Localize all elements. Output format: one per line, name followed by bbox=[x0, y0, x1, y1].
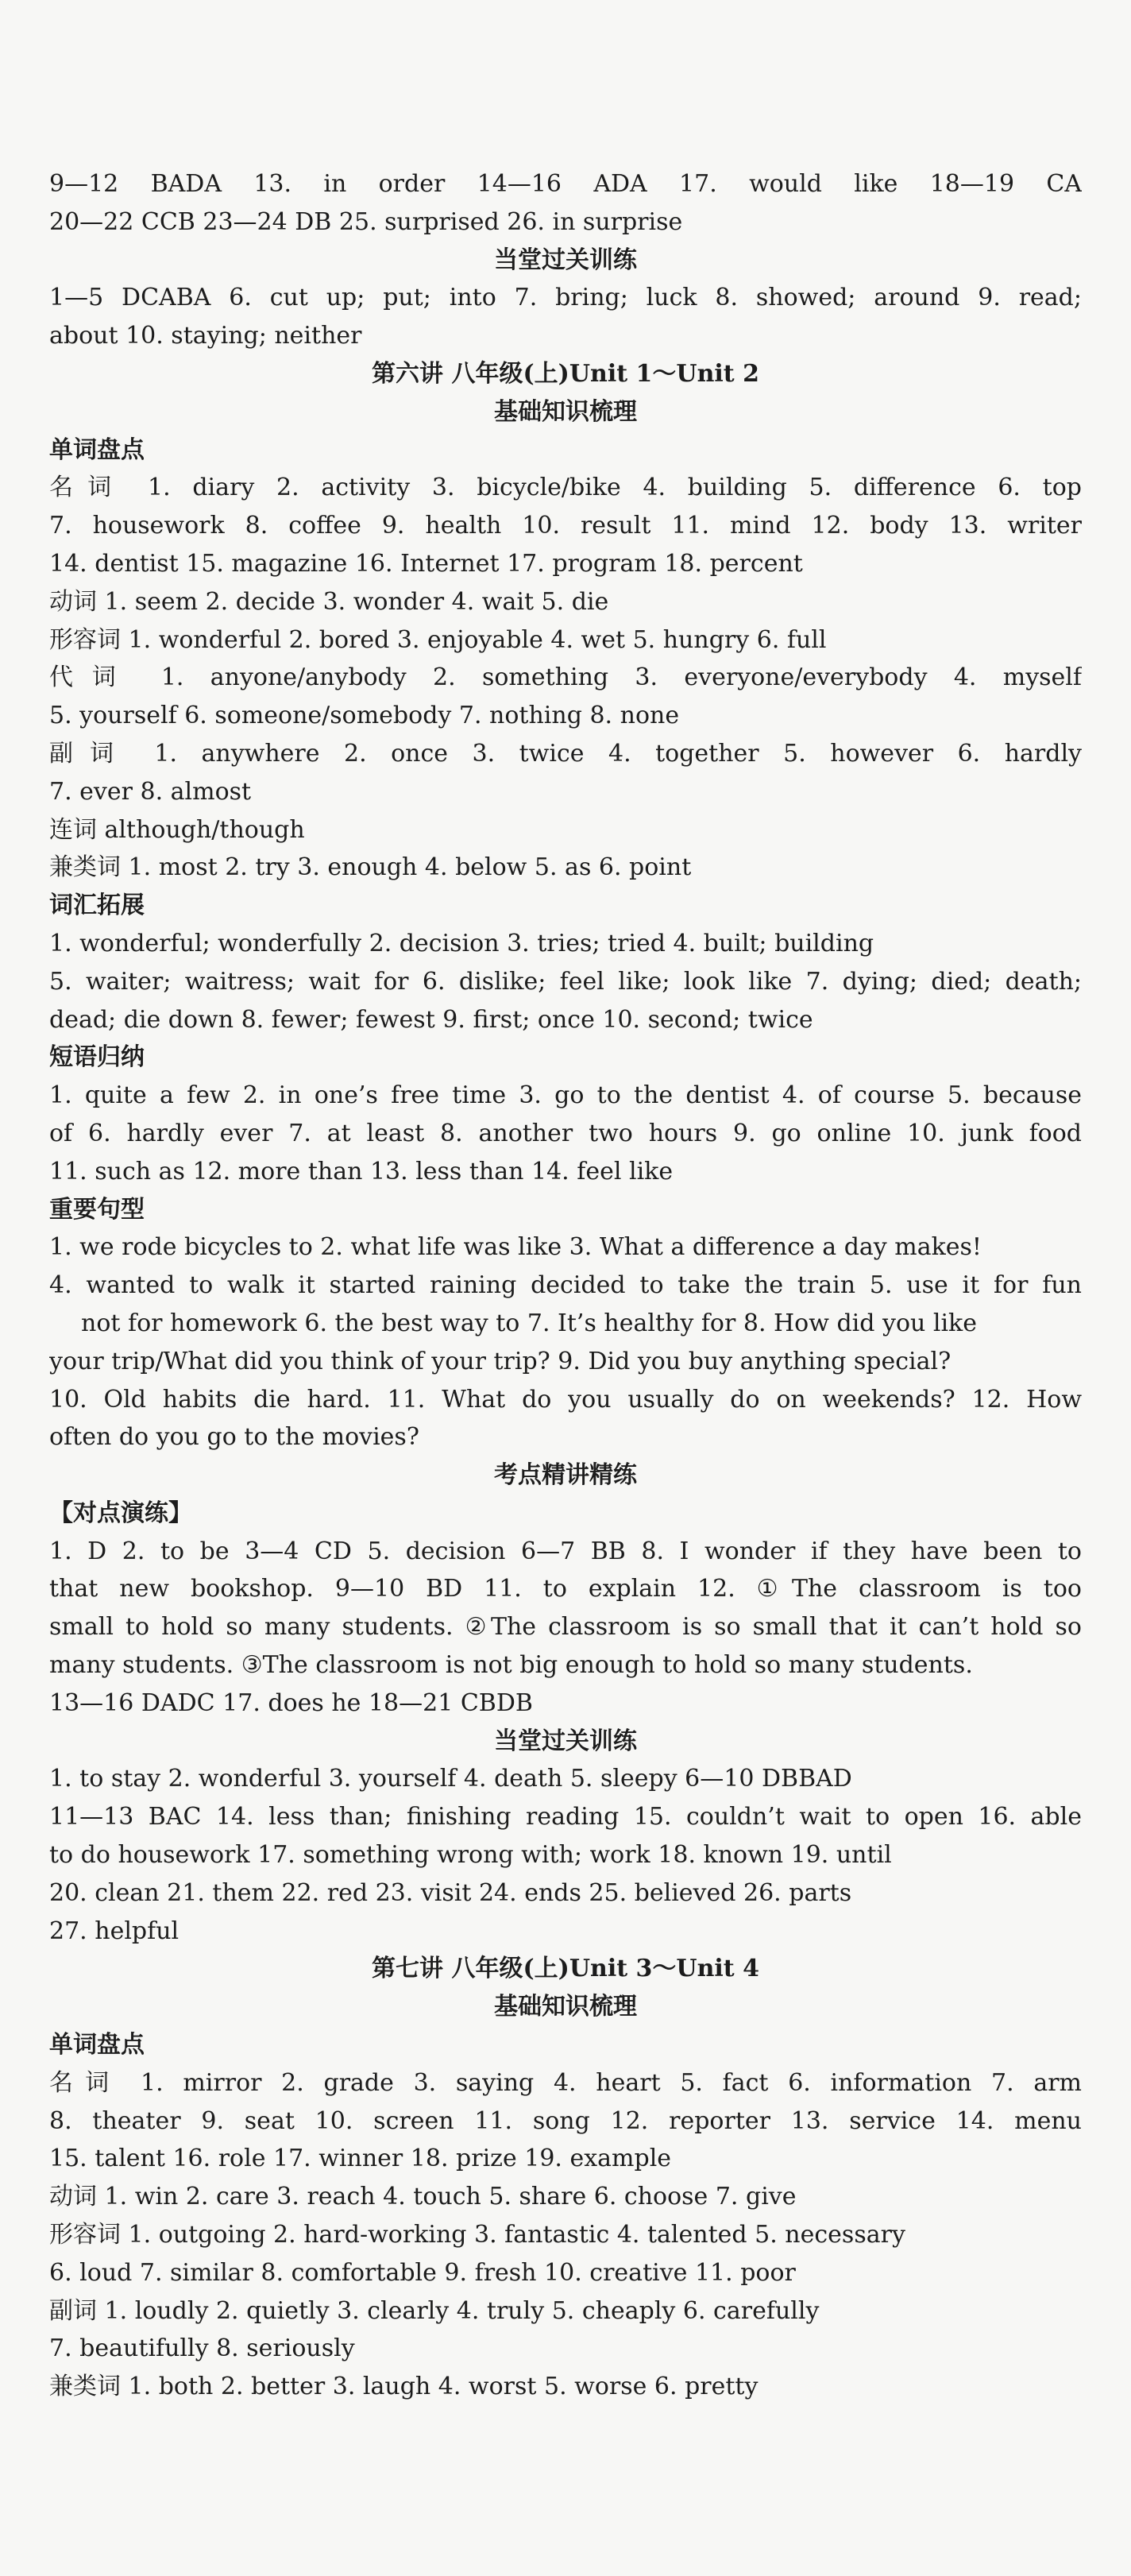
section-heading: 考点精讲精练 bbox=[494, 1461, 637, 1490]
answer-line: 1. D 2. to be 3—4 CD 5. decision 6—7 BB 8. I wonder if they have been to bbox=[49, 1537, 1082, 1565]
answer-line: your trip/What did you think of your trip? 9. Did you buy anything special? bbox=[49, 1347, 952, 1375]
answer-line: 11. such as 12. more than 13. less than 14. feel like bbox=[49, 1157, 674, 1186]
section-heading: 当堂过关训练 bbox=[494, 246, 637, 274]
answer-line: 动词 1. seem 2. decide 3. wonder 4. wait 5. die bbox=[49, 587, 609, 616]
answer-line: small to hold so many students. ②The classroom is so small that it can’t hold so bbox=[49, 1613, 1082, 1642]
section-heading: 基础知识梳理 bbox=[494, 397, 637, 426]
answer-line: that new bookshop. 9—10 BD 11. to explain 12. ①The classroom is too bbox=[49, 1575, 1082, 1603]
subsection-heading: 【对点演练】 bbox=[49, 1499, 192, 1527]
answer-line: 4. wanted to walk it started raining decided to take the train 5. use it for fun bbox=[49, 1271, 1082, 1300]
answer-line: 1—5 DCABA 6. cut up; put; into 7. bring; luck 8. showed; around 9. read; bbox=[49, 284, 1082, 312]
answer-line: 1. quite a few 2. in one’s free time 3. go to the dentist 4. of course 5. because bbox=[49, 1081, 1082, 1110]
answer-line: not for homework 6. the best way to 7. It’s healthy for 8. How did you like bbox=[81, 1309, 977, 1337]
answer-line: many students. ③The classroom is not big enough to hold so many students. bbox=[49, 1651, 973, 1680]
answer-line: often do you go to the movies? bbox=[49, 1423, 419, 1452]
answer-line: 形容词 1. wonderful 2. bored 3. enjoyable 4. wet 5. hungry 6. full bbox=[49, 625, 827, 654]
answer-line: 5. waiter; waitress; wait for 6. dislike; feel like; look like 7. dying; died; death; bbox=[49, 967, 1082, 996]
answer-line: 名词 1. mirror 2. grade 3. saying 4. heart 5. fact 6. information 7. arm bbox=[49, 2068, 1082, 2097]
answer-line: 5. yourself 6. someone/somebody 7. nothing 8. none bbox=[49, 702, 680, 730]
subsection-heading: 单词盘点 bbox=[49, 2031, 145, 2060]
answer-line: 20—22 CCB 23—24 DB 25. surprised 26. in surprise bbox=[49, 207, 683, 236]
subsection-heading: 词汇拓展 bbox=[49, 892, 145, 920]
subsection-heading: 短语归纳 bbox=[49, 1043, 145, 1072]
answer-line: 代词 1. anyone/anybody 2. something 3. everyone/everybody 4. myself bbox=[49, 663, 1082, 692]
answer-line: 13—16 DADC 17. does he 18—21 CBDB bbox=[49, 1688, 533, 1717]
answer-line: 7. ever 8. almost bbox=[49, 777, 252, 806]
section-heading: 当堂过关训练 bbox=[494, 1727, 637, 1755]
answer-key-content bbox=[49, 165, 1082, 2406]
answer-line: 副词 1. loudly 2. quietly 3. clearly 4. truly 5. cheaply 6. carefully bbox=[49, 2296, 820, 2325]
answer-line: 8. theater 9. seat 10. screen 11. song 12. reporter 13. service 14. menu bbox=[49, 2106, 1082, 2135]
answer-line: 14. dentist 15. magazine 16. Internet 17. program 18. percent bbox=[49, 549, 803, 578]
answer-line: 连词 although/though bbox=[49, 815, 305, 844]
answer-line: 7. housework 8. coffee 9. health 10. result 11. mind 12. body 13. writer bbox=[49, 512, 1082, 540]
answer-line: 6. loud 7. similar 8. comfortable 9. fresh 10. creative 11. poor bbox=[49, 2258, 796, 2287]
answer-line: 7. beautifully 8. seriously bbox=[49, 2334, 355, 2363]
answer-line: 兼类词 1. both 2. better 3. laugh 4. worst 5. worse 6. pretty bbox=[49, 2373, 759, 2401]
subsection-heading: 重要句型 bbox=[49, 1195, 145, 1224]
answer-line: about 10. staying; neither bbox=[49, 322, 362, 350]
answer-line: 1. wonderful; wonderfully 2. decision 3. tries; tried 4. built; building bbox=[49, 929, 874, 957]
answer-line: 名词 1. diary 2. activity 3. bicycle/bike 4. building 5. difference 6. top bbox=[49, 474, 1082, 502]
section-heading: 第七讲 八年级(上)Unit 3～Unit 4 bbox=[372, 1955, 759, 1983]
answer-line: 10. Old habits die hard. 11. What do you usually do on weekends? 12. How bbox=[49, 1385, 1082, 1414]
answer-line: 1. we rode bicycles to 2. what life was like 3. What a difference a day makes! bbox=[49, 1233, 982, 1262]
answer-line: to do housework 17. something wrong with; work 18. known 19. until bbox=[49, 1841, 892, 1870]
section-heading: 基础知识梳理 bbox=[494, 1993, 637, 2021]
answer-line: 1. to stay 2. wonderful 3. yourself 4. death 5. sleepy 6—10 DBBAD bbox=[49, 1765, 852, 1793]
answer-line: 兼类词 1. most 2. try 3. enough 4. below 5. as 6. point bbox=[49, 853, 692, 882]
answer-line: 11—13 BAC 14. less than; finishing reading 15. couldn’t wait to open 16. able bbox=[49, 1803, 1082, 1831]
answer-line: 9—12 BADA 13. in order 14—16 ADA 17. would like 18—19 CA bbox=[49, 170, 1082, 198]
answer-line: 20. clean 21. them 22. red 23. visit 24. ends 25. believed 26. parts bbox=[49, 1878, 852, 1907]
answer-line: of 6. hardly ever 7. at least 8. another two hours 9. go online 10. junk food bbox=[49, 1119, 1082, 1147]
answer-line: 27. helpful bbox=[49, 1917, 179, 1945]
answer-line: 形容词 1. outgoing 2. hard-working 3. fantastic 4. talented 5. necessary bbox=[49, 2221, 905, 2249]
answer-line: dead; die down 8. fewer; fewest 9. first; once 10. second; twice bbox=[49, 1005, 813, 1034]
answer-line: 15. talent 16. role 17. winner 18. prize 19. example bbox=[49, 2145, 672, 2173]
subsection-heading: 单词盘点 bbox=[49, 435, 145, 464]
answer-line: 副词 1. anywhere 2. once 3. twice 4. together 5. however 6. hardly bbox=[49, 739, 1082, 768]
answer-line: 动词 1. win 2. care 3. reach 4. touch 5. share 6. choose 7. give bbox=[49, 2183, 797, 2211]
section-heading: 第六讲 八年级(上)Unit 1～Unit 2 bbox=[372, 359, 759, 388]
